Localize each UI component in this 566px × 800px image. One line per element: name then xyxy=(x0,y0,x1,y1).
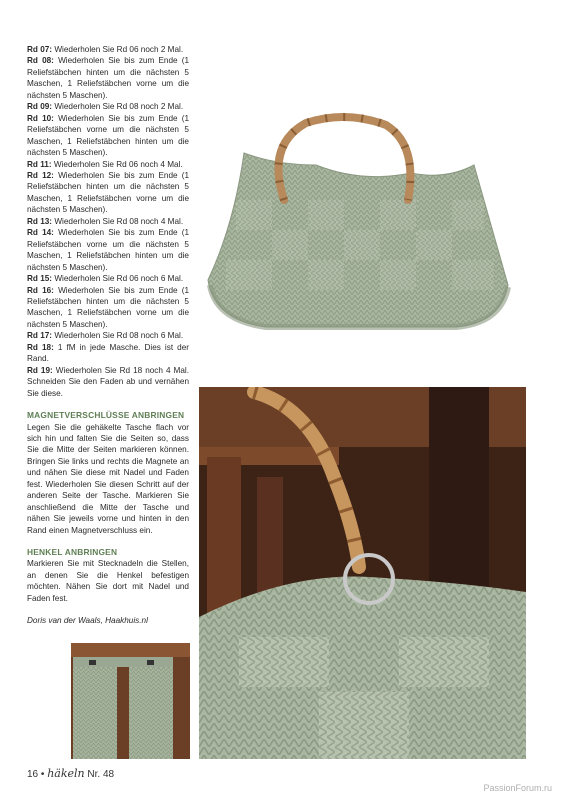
round-instruction xyxy=(27,55,189,101)
section-heading-magnets: MAGNETVERSCHLÜSSE ANBRINGEN xyxy=(27,410,185,421)
round-instruction xyxy=(27,44,189,55)
footer-bullet: • xyxy=(40,769,45,780)
round-instruction xyxy=(27,170,189,216)
author-credit: Doris van der Waals, Haakhuis.nl xyxy=(27,616,148,626)
round-instruction xyxy=(27,365,189,399)
round-text: Wiederholen Sie Rd 08 noch 2 Mal. xyxy=(54,102,184,112)
bag-photo xyxy=(196,105,526,350)
round-instruction xyxy=(27,113,189,159)
round-text: Wiederholen Sie Rd 08 noch 6 Mal. xyxy=(54,331,184,341)
round-text: Wiederholen Sie Rd 06 noch 6 Mal. xyxy=(54,274,184,284)
round-label: Rd 13: xyxy=(27,216,53,226)
issue-number: Nr. 48 xyxy=(87,769,115,780)
round-label: Rd 12: xyxy=(27,170,54,180)
magnet-detail-photo xyxy=(71,643,190,759)
instructions-column xyxy=(27,44,189,627)
round-text: Wiederholen Sie Rd 08 noch 4 Mal. xyxy=(54,216,184,226)
round-text: 1 fM in jede Masche. Dies ist der Rand. xyxy=(27,342,189,364)
round-instruction xyxy=(27,216,189,227)
round-instruction xyxy=(27,330,189,341)
round-text: Wiederholen Sie bis zum Ende (1 Reliefstäbchen hinten um die nächsten 5 Maschen, 1 Reliefstäbchen vorne um die nächsten 5 Maschen). xyxy=(27,56,189,100)
round-text: Wiederholen Sie Rd 06 noch 2 Mal. xyxy=(54,45,184,54)
round-label: Rd 09: xyxy=(27,102,53,112)
page-number: 16 xyxy=(27,769,39,780)
round-text: Wiederholen Sie bis zum Ende (1 Reliefstäbchen hinten um die nächsten 5 Maschen, 1 Reliefstäbchen vorne um die nächsten 5 Maschen). xyxy=(27,170,189,215)
round-text: Wiederholen Sie Rd 18 noch 4 Mal. Schneiden Sie den Faden ab und vernähen Sie diese. xyxy=(27,365,189,398)
round-label: Rd 15: xyxy=(27,274,53,284)
round-label: Rd 11: xyxy=(27,159,52,169)
round-text: Wiederholen Sie bis zum Ende (1 Reliefstäbchen vorne um die nächsten 5 Maschen, 1 Reliefstäbchen hinten um die nächsten 5 Maschen). xyxy=(27,228,189,272)
round-text: Wiederholen Sie Rd 06 noch 4 Mal. xyxy=(53,159,183,169)
round-label: Rd 07: xyxy=(27,45,53,54)
magazine-brand: häkeln xyxy=(47,767,85,780)
page-footer xyxy=(27,767,114,780)
round-label: Rd 18: xyxy=(27,342,54,352)
round-instructions xyxy=(27,44,189,399)
round-label: Rd 10: xyxy=(27,113,54,123)
handle-closeup-photo xyxy=(199,387,526,759)
round-label: Rd 16: xyxy=(27,285,54,295)
section-body-magnets: Legen Sie die gehäkelte Tasche flach vor sich hin und falten Sie die Seiten so, dass Sie die Mitte der Seiten markieren können. Bringen Sie links und rechts die Magnete an und nähen Sie diese mit Nadel und Faden fest. Wiederholen Sie diesen Schritt auf der anderen Seite der Tasche. Markieren Sie anschließend die Mitte der Tasche und nähen Sie jeweils vorne und hinten in den Rand einen Magnetverschluss ein. xyxy=(27,422,189,535)
round-label: Rd 19: xyxy=(27,365,53,375)
round-instruction xyxy=(27,227,189,273)
round-instruction xyxy=(27,159,189,170)
round-text: Wiederholen Sie bis zum Ende (1 Reliefstäbchen vorne um die nächsten 5 Maschen, 1 Reliefstäbchen hinten um die nächsten 5 Maschen). xyxy=(27,113,189,158)
watermark: PassionForum.ru xyxy=(483,783,552,793)
section-body-handles: Markieren Sie mit Stecknadeln die Stellen, an denen Sie die Henkel befestigen möchten. Nähen Sie dort mit Nadel und Faden fest. xyxy=(27,559,189,603)
section-heading-handles: HENKEL ANBRINGEN xyxy=(27,547,118,558)
round-instruction xyxy=(27,273,189,284)
round-label: Rd 14: xyxy=(27,228,54,238)
round-instruction xyxy=(27,101,189,112)
round-instruction xyxy=(27,285,189,331)
round-instruction xyxy=(27,342,189,365)
round-label: Rd 17: xyxy=(27,331,53,341)
round-label: Rd 08: xyxy=(27,56,54,66)
round-text: Wiederholen Sie bis zum Ende (1 Reliefstäbchen hinten um die nächsten 5 Maschen, 1 Reliefstäbchen vorne um die nächsten 5 Maschen). xyxy=(27,285,189,329)
